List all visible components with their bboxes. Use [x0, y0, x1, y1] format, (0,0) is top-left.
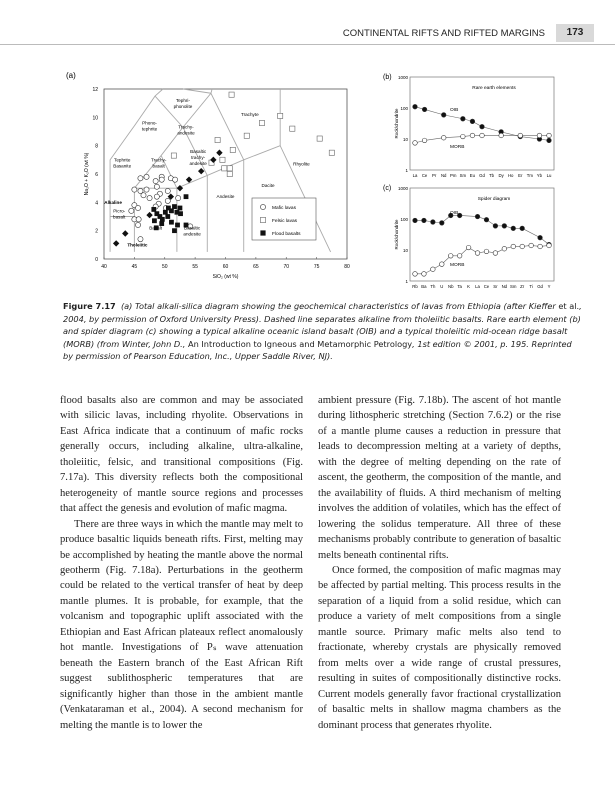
running-title: CONTINENTAL RIFTS AND RIFTED MARGINS: [342, 28, 545, 39]
x-tick-label: 50: [161, 264, 168, 270]
morb-point: [499, 133, 504, 138]
mafic-lava-point: [154, 184, 159, 189]
field-label: andesite: [183, 231, 201, 237]
x-tick-label: 55: [192, 264, 198, 270]
field-label: Trachy-: [150, 157, 167, 163]
y-tick-label: 10: [402, 137, 408, 142]
field-label: Picro-: [113, 208, 126, 214]
flood-basalt-point: [184, 194, 189, 199]
category-label: Tm: [526, 173, 533, 178]
flood-basalt-point: [165, 214, 170, 219]
y-tick-label: 4: [95, 200, 98, 207]
mafic-lava-point: [129, 208, 134, 213]
series-label: OIB: [450, 211, 459, 216]
morb-point: [413, 272, 418, 277]
morb-point: [440, 262, 445, 267]
panel-label: (b): [383, 74, 392, 81]
field-label: Phono-: [142, 120, 157, 126]
y-tick-label: 10: [402, 248, 408, 253]
category-label: Tb: [489, 173, 495, 178]
morb-point: [422, 138, 427, 143]
field-label: phonolite: [173, 103, 193, 109]
morb-point: [457, 253, 462, 258]
oib-point: [484, 217, 489, 222]
legend-circle-icon: [260, 204, 265, 209]
paragraph: There are three ways in which the mantle may melt to produce basaltic liquids beneath rifts. First, melting may be accomplished by heating the mantle above the normal geotherm (Fig. 7.18a). Perturbations in the geotherm could be related to the vertical transfer of heat by deep mantle plumes. It is probable, for example, that the volcanism and topographic uplift associated with the Ethiopian and East African plateaux reflect anomalously hot mantle. Investigations of Pₛ wave attenuation beneath the Eastern branch of the East African Rift suggest sublithospheric temperatures that are significantly higher than those in the ambient mantle (Venkataraman et al., 2004). A second mechanism for melting the mantle is to lower the: [60, 518, 303, 731]
flood-basalt-point: [172, 228, 177, 233]
category-label: Y: [547, 284, 551, 289]
oib-point: [470, 119, 475, 124]
y-tick-label: 0: [95, 257, 98, 263]
category-label: K: [467, 284, 471, 289]
x-tick-label: 45: [131, 264, 138, 270]
oib-point: [475, 214, 480, 219]
mafic-lava-point: [136, 217, 141, 222]
paragraph: Once formed, the composition of mafic magmas may be affected by partial melting. This process results in the separation of a liquid from a solid residue, which can produce a variety of melt compositions from a single mantle source. Primary mafic melts also tend to fractionate, whereby crystals are physically removed from melts over a wide range of crustal pressures, resulting in suites of compositionally distinctive rocks. Current models generally favor fractional crystallization of basaltic melts in shallow magma chambers as the dominant process that generates rhyolite.: [318, 564, 561, 731]
series-label: MORB: [450, 145, 465, 150]
x-axis-label: SiO₂ (wt %): [212, 274, 239, 280]
morb-point: [484, 249, 489, 254]
figure-caption: [63, 300, 583, 363]
mafic-lava-point: [153, 178, 158, 183]
field-label: Tephri-: [175, 97, 190, 103]
morb-point: [547, 133, 552, 138]
caption-text: (a) Total alkali-silica diagram showing the geochemical characteristics of lavas from Ethiopia (after Kieffer: [120, 301, 559, 311]
morb-point: [518, 133, 523, 138]
page-number: 173: [556, 24, 594, 42]
caption-label: Figure 7.17: [63, 301, 116, 311]
tas-field-boundary: [211, 93, 244, 160]
felsic-lava-point: [317, 136, 322, 141]
mafic-lava-point: [135, 222, 140, 227]
legend-square-icon: [260, 217, 265, 222]
category-label: La: [475, 284, 480, 289]
morb-point: [502, 246, 507, 251]
category-label: Lu: [546, 173, 552, 178]
field-label: Basaltic: [190, 148, 207, 154]
flood-basalt-point: [169, 208, 174, 213]
flood-basalt-point: [175, 223, 180, 228]
category-label: Ce: [421, 173, 428, 178]
category-label: Rb: [412, 284, 418, 289]
mafic-lava-point: [141, 193, 146, 198]
field-label: andesite: [177, 130, 195, 136]
field-label: trachy-: [191, 154, 206, 160]
mafic-lava-point: [138, 176, 143, 181]
category-label: Sm: [510, 284, 517, 289]
panel-a-label: (a): [66, 71, 76, 80]
field-label: Rhyolite: [293, 161, 310, 167]
legend-label: Flood basalts: [272, 232, 301, 237]
y-tick-label: 1000: [397, 186, 408, 191]
caption-text: , 2004, by permission of Oxford University Press). Dashed line separates alkaline from tholeiitic basalts. Rare earth element (b) and spider diagram (c) showing a typical alkaline oceanic island basalt (OIB) and a typical tholeiitic mid-ocean ridge basalt (MORB) (from Winter, John D.,: [63, 301, 582, 349]
mafic-lava-point: [132, 187, 137, 192]
category-label: Eu: [469, 173, 476, 178]
flood-basalt-point: [152, 218, 157, 223]
field-label: Trachy-: [178, 124, 194, 130]
felsic-lava-point: [229, 92, 234, 97]
category-label: Ce: [483, 284, 490, 289]
panel-label: (c): [383, 185, 392, 192]
category-label: Ho: [507, 173, 514, 178]
y-tick-label: 12: [92, 87, 98, 93]
oib-point: [547, 138, 552, 143]
legend-square-icon: [260, 230, 265, 235]
field-label: basalt: [113, 214, 126, 220]
oib-point: [413, 218, 418, 223]
x-tick-label: 60: [222, 264, 229, 270]
y-tick-label: 100: [400, 217, 408, 222]
category-label: Ti: [529, 284, 533, 289]
oib-point: [440, 221, 445, 226]
oib-point: [480, 124, 485, 129]
mafic-lava-point: [154, 194, 159, 199]
field-label: Alkaline: [104, 199, 122, 205]
oib-point: [413, 104, 418, 109]
felsic-lava-point: [215, 137, 220, 142]
morb-point: [480, 133, 485, 138]
mafic-lava-point: [165, 188, 170, 193]
paragraph: flood basalts also are common and may be associated with silicic lavas, including rhyolite. Observations in East Africa indicate that a continuum of mafic rocks generally occurs, including alkaline, ultra-alkaline, tholeiitic, felsic, and transitional compositions (Fig. 7.17a). This diversity reflects both the compositional heterogeneity of mantle source regions and processes that affect the genesis and evolution of mafic magma.: [60, 395, 303, 515]
y-tick-label: 10: [92, 115, 98, 122]
morb-point: [511, 244, 516, 249]
series-label: OIB: [450, 108, 459, 113]
field-label: basalt: [152, 163, 165, 169]
category-label: Ba: [421, 284, 427, 289]
felsic-lava-point: [227, 171, 232, 176]
y-tick-label: 8: [95, 143, 98, 150]
y-tick-label: 1: [405, 168, 408, 173]
diamond-point: [146, 212, 152, 218]
felsic-lava-point: [290, 126, 295, 131]
flood-basalt-point: [178, 211, 183, 216]
felsic-lava-point: [329, 150, 334, 155]
morb-point: [413, 141, 418, 146]
category-label: Nd: [440, 173, 447, 178]
morb-point: [475, 251, 480, 256]
figure-7-17: [0, 0, 615, 300]
y-tick-label: 6: [95, 172, 98, 178]
category-label: Pr: [431, 173, 437, 178]
morb-point: [431, 267, 436, 272]
morb-point: [547, 243, 552, 248]
felsic-lava-point: [227, 166, 232, 171]
plot-title: Rare earth elements: [472, 86, 516, 91]
mafic-lava-point: [144, 187, 149, 192]
plot-title: Spider diagram: [477, 197, 511, 202]
diamond-point: [216, 150, 222, 156]
mafic-lava-point: [144, 174, 149, 179]
oib-point: [422, 218, 427, 223]
mafic-lava-point: [176, 195, 181, 200]
felsic-lava-point: [278, 113, 283, 118]
category-label: Gd: [479, 173, 485, 178]
tas-field-boundary: [183, 89, 211, 93]
morb-point: [448, 253, 453, 258]
field-label: Andesite: [216, 194, 235, 200]
legend-label: Felsic lavas: [272, 219, 298, 224]
oib-point: [422, 107, 427, 112]
y-axis-label: Na₂O + K₂O (wt %): [84, 152, 90, 196]
caption-text: et al.: [558, 301, 580, 311]
morb-point: [493, 251, 498, 256]
x-tick-label: 80: [344, 264, 350, 270]
mafic-lava-point: [165, 198, 170, 203]
field-label: Basaltic: [184, 225, 201, 231]
body-column-right: [318, 393, 561, 733]
morb-point: [461, 134, 466, 139]
oib-point: [511, 226, 516, 231]
oib-point: [520, 226, 525, 231]
oib-point: [538, 235, 543, 240]
x-tick-label: 40: [101, 264, 107, 270]
y-tick-label: 100: [400, 106, 408, 111]
felsic-lava-point: [259, 120, 264, 125]
felsic-lava-point: [230, 147, 235, 152]
flood-basalt-point: [151, 207, 156, 212]
field-label: tephrite: [141, 126, 158, 132]
category-label: Pm: [450, 173, 457, 178]
category-label: Nd: [501, 284, 508, 289]
category-label: Dy: [498, 173, 504, 178]
morb-point: [422, 272, 427, 277]
oib-point: [502, 224, 507, 229]
flood-basalt-point: [169, 220, 174, 225]
mafic-lava-point: [159, 177, 164, 182]
felsic-lava-point: [244, 133, 249, 138]
field-label: Trachyte: [240, 111, 259, 117]
flood-basalt-point: [178, 206, 183, 211]
morb-point: [520, 244, 525, 249]
field-label: Basalt: [149, 225, 163, 231]
category-label: Nb: [447, 284, 454, 289]
body-column-left: [60, 393, 303, 733]
morb-point: [538, 244, 543, 249]
felsic-lava-point: [220, 157, 225, 162]
oib-point: [431, 220, 436, 225]
y-axis-label: Rock/chondrite: [394, 108, 399, 139]
flood-basalt-point: [163, 210, 168, 215]
category-label: Yb: [536, 173, 543, 178]
x-tick-label: 75: [313, 264, 320, 270]
series-label: MORB: [450, 263, 465, 268]
oib-point: [461, 116, 466, 121]
mafic-lava-point: [138, 237, 143, 242]
category-label: Zr: [520, 284, 525, 289]
legend-label: Mafic lavas: [272, 206, 296, 211]
y-tick-label: 2: [95, 228, 98, 235]
diamond-point: [113, 240, 119, 246]
diamond-point: [122, 230, 128, 236]
field-label: andesite: [189, 160, 207, 166]
morb-point: [470, 133, 475, 138]
field-label: Basanite: [113, 163, 132, 169]
diamond-point: [198, 168, 204, 174]
caption-text: , 1st edition © 2001, p. 195. Reprinted by permission of Pearson Education, Inc., Upper Saddle River, NJ).: [63, 338, 572, 361]
morb-point: [529, 243, 534, 248]
series-line: [415, 215, 549, 244]
category-label: La: [412, 173, 418, 178]
field-label: Tephrite: [114, 157, 131, 163]
x-tick-label: 65: [253, 264, 259, 270]
x-tick-label: 70: [283, 264, 290, 270]
caption-book-title: An Introduction to Igneous and Metamorphic Petrology: [187, 338, 413, 349]
flood-basalt-point: [172, 204, 177, 209]
felsic-lava-point: [171, 153, 176, 158]
felsic-lava-point: [222, 166, 227, 171]
flood-basalt-point: [160, 217, 165, 222]
category-label: Sm: [459, 173, 467, 178]
category-label: Er: [518, 173, 523, 178]
oib-point: [493, 224, 498, 229]
mafic-lava-point: [172, 177, 177, 182]
mafic-lava-point: [135, 205, 140, 210]
paragraph: ambient pressure (Fig. 7.18b). The ascent of hot mantle during lithospheric stretching (Section 7.6.2) or the rise of a mantle plume causes a reduction in pressure that leads to decompression melting at a variety of depths, with the degree of melting depending on the rate of ascent, the geotherm, the composition of the mantle, and the availability of fluids. A third mechanism of melting involves the addition of volatiles, which has the effect of lowering the solidus temperature. All three of these mechanisms probably contribute to generation of basaltic melts beneath continental rifts.: [318, 395, 561, 561]
y-tick-label: 1000: [397, 75, 408, 80]
morb-point: [466, 245, 471, 250]
morb-point: [537, 133, 542, 138]
category-label: Gd: [537, 284, 543, 289]
category-label: Th: [430, 284, 436, 289]
field-label: Tholeiitic: [127, 242, 148, 248]
mafic-lava-point: [147, 195, 152, 200]
category-label: Sr: [493, 284, 498, 289]
category-label: U: [440, 284, 444, 289]
category-label: Ta: [457, 284, 462, 289]
morb-point: [441, 135, 446, 140]
y-tick-label: 1: [405, 279, 408, 284]
y-axis-label: Rock/chondrite: [394, 219, 399, 250]
field-label: Dacite: [261, 182, 275, 188]
oib-point: [441, 113, 446, 118]
